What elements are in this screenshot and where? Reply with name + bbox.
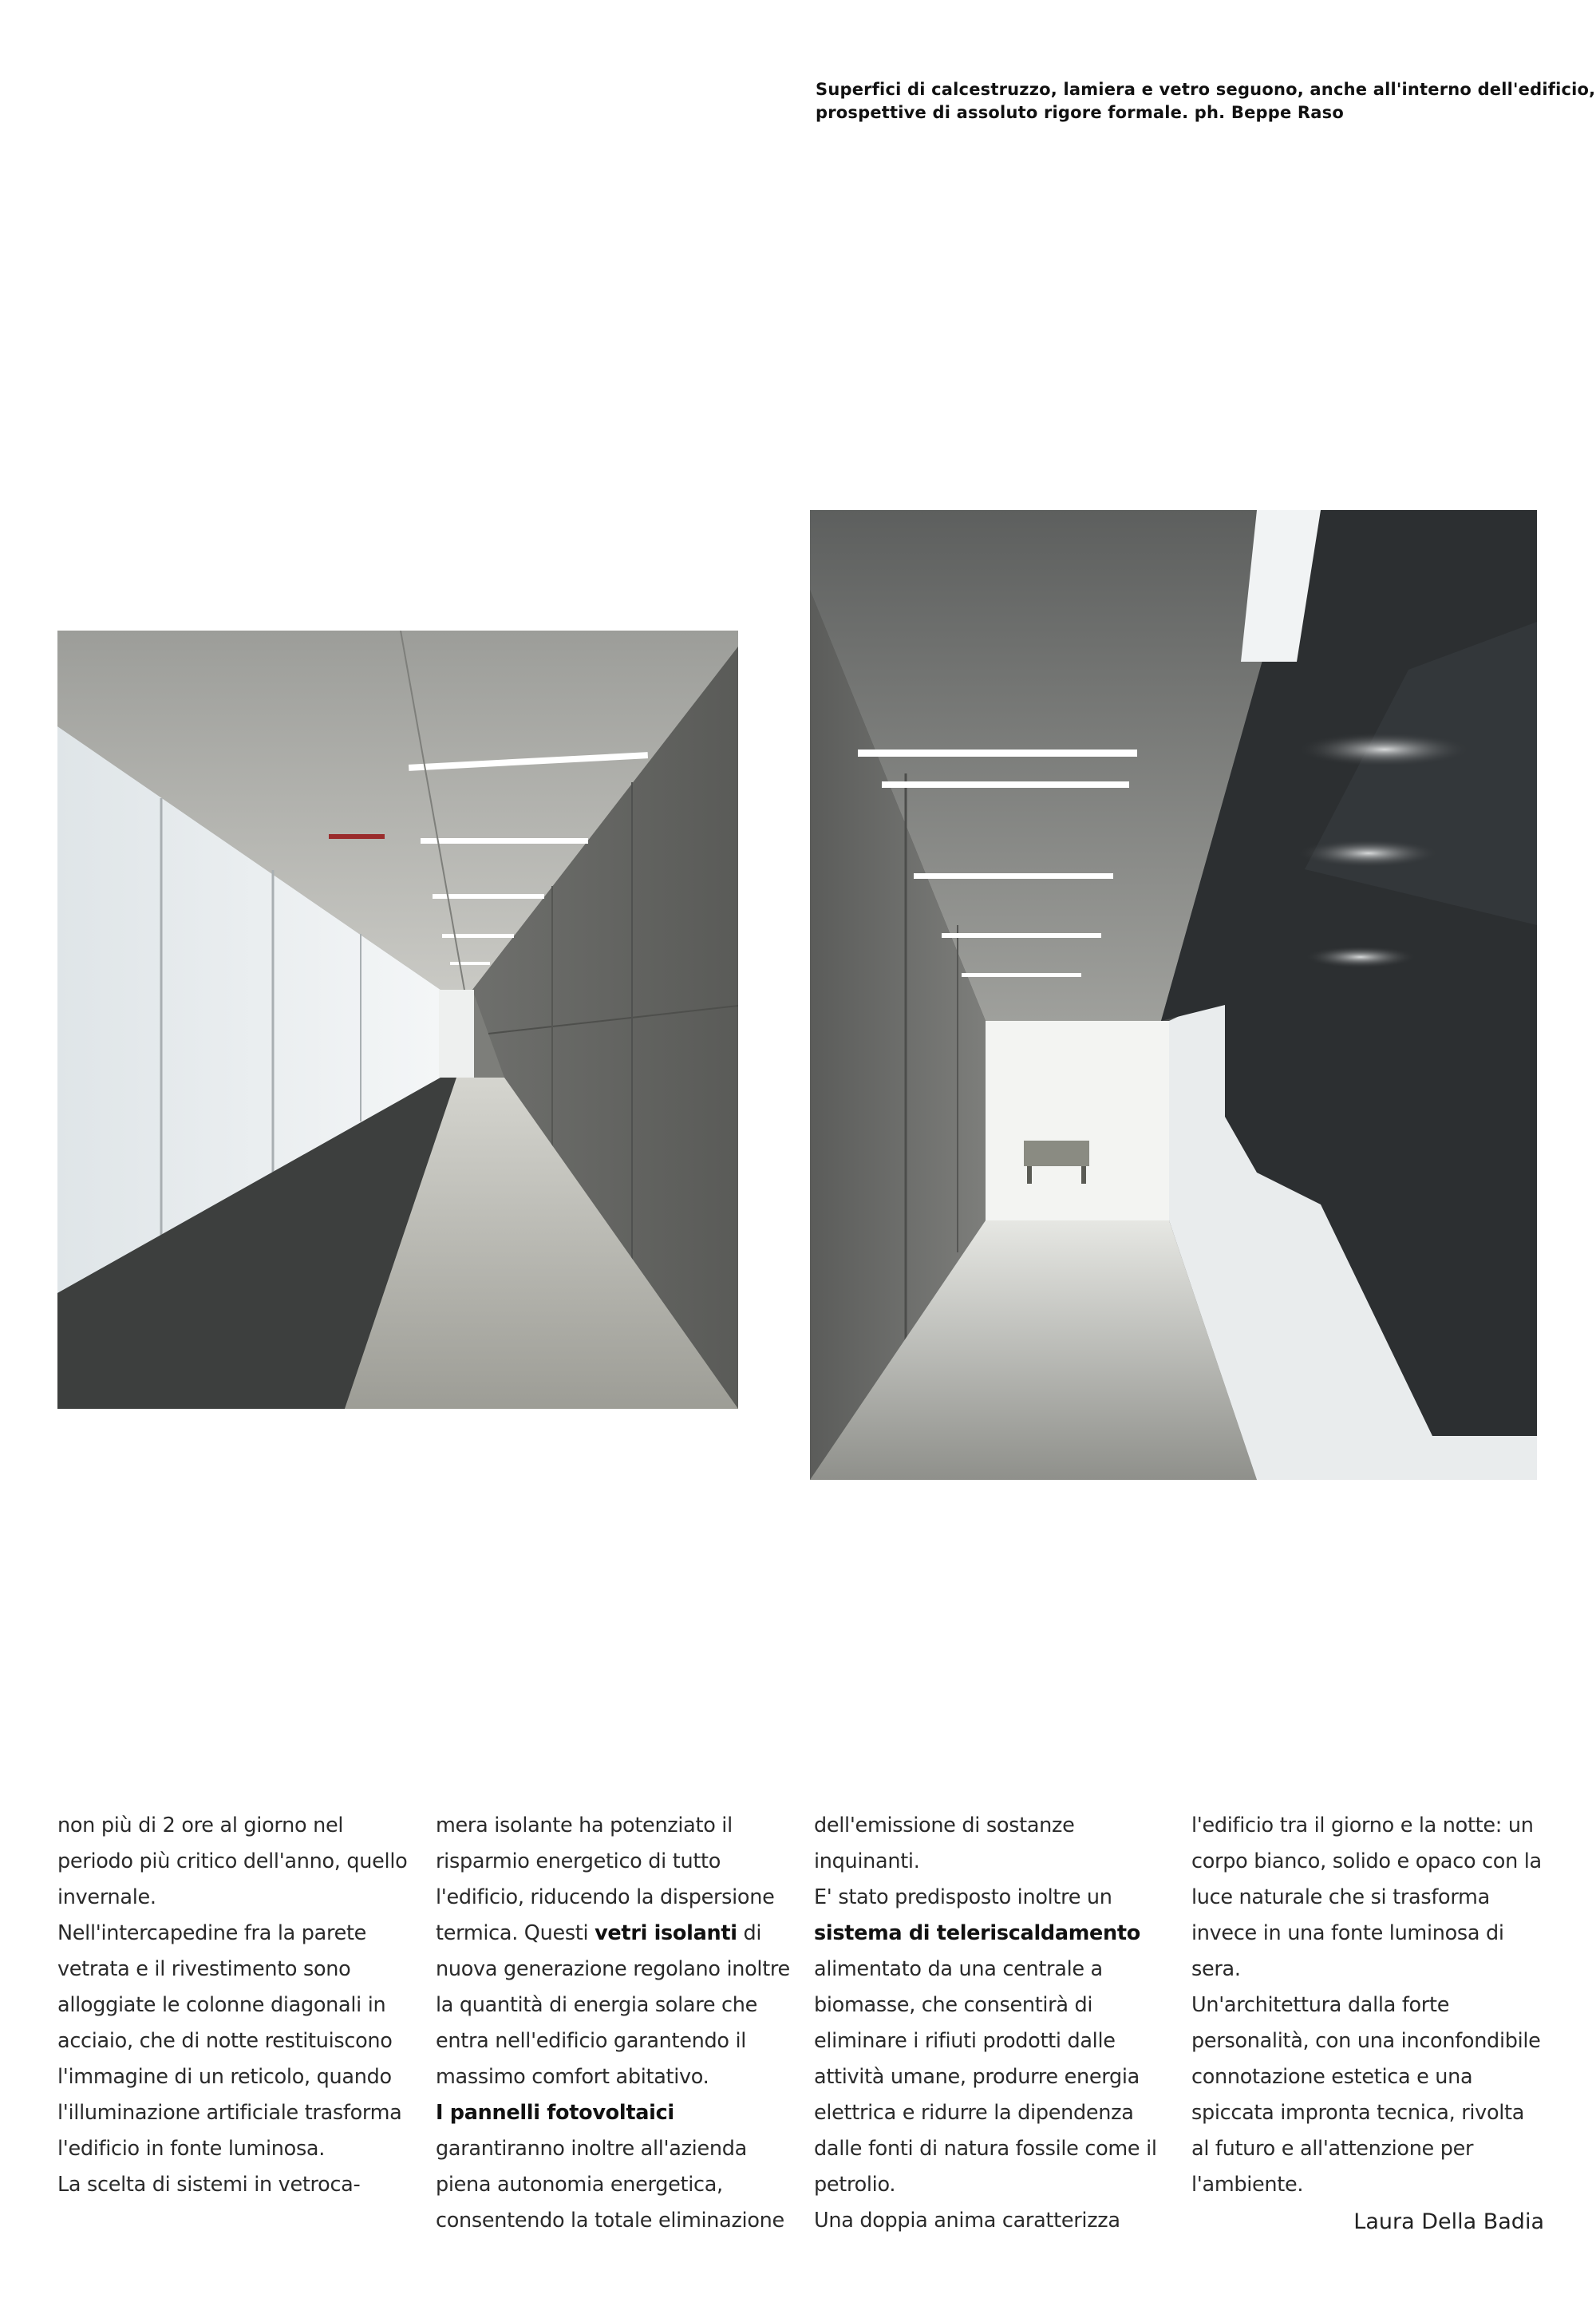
text-column-1 — [57, 1808, 413, 2203]
photo-caption — [816, 78, 1596, 125]
text-run: garantiranno inoltre all'azienda piena autonomia energetica, consentendo la totale eliminazione — [436, 2137, 784, 2233]
text-run: E' stato predisposto inoltre un — [814, 1885, 1112, 1909]
author-signature: Laura Della Badia — [1353, 2209, 1544, 2234]
photo-corridor-right — [810, 510, 1537, 1480]
paragraph: Un'architettura dalla forte personalità, con una inconfondibile connotazione estetica e una spiccata impronta tecnica, rivolta al futuro e all'attenzione per l'ambiente. — [1191, 1993, 1541, 2197]
paragraph: La scelta di sistemi in vetroca- — [57, 2173, 361, 2197]
text-run: mera isolante ha potenziato il risparmio energetico di tutto l'edificio, riducendo la dispersione termica. Questi — [436, 1814, 775, 1945]
text-run: di nuova generazione regolano inoltre la quantità di energia solare che entra nell'edificio garantendo il massimo comfort abitativo. — [436, 1921, 790, 2089]
paragraph: Nell'intercapedine fra la parete vetrata e il rivestimento sono alloggiate le colonne diagonali in acciaio, che di notte restituiscono l'immagine di un reticolo, quando l'illuminazione artificiale trasforma l'edificio in fonte luminosa. — [57, 1921, 402, 2161]
text-run: alimentato da una centrale a biomasse, che consentirà di eliminare i rifiuti prodotti dalle attività umane, produrre energia elettrica e ridurre la dipendenza dalle fonti di natura fossile come il petrolio. — [814, 1957, 1157, 2197]
text-column-3 — [814, 1808, 1169, 2239]
paragraph — [814, 1880, 1169, 2203]
bold-term: vetri isolanti — [595, 1921, 737, 1945]
text-column-2 — [436, 1808, 791, 2239]
paragraph: l'edificio tra il giorno e la notte: un corpo bianco, solido e opaco con la luce naturale che si trasforma invece in una fonte luminosa di sera. — [1191, 1814, 1542, 1981]
paragraph — [436, 1808, 791, 2095]
bold-term: sistema di teleriscaldamento — [814, 1921, 1140, 1945]
paragraph: dell'emissione di sostanze inquinanti. — [814, 1814, 1075, 1873]
paragraph: Una doppia anima caratterizza — [814, 2209, 1120, 2233]
caption-line-1: Superfici di calcestruzzo, lamiera e vetro seguono, anche all'interno dell'edificio, — [816, 80, 1596, 99]
paragraph — [436, 2095, 791, 2239]
paragraph: non più di 2 ore al giorno nel periodo più critico dell'anno, quello invernale. — [57, 1814, 408, 1909]
text-column-4 — [1191, 1808, 1543, 2203]
bold-term: I pannelli fotovoltaici — [436, 2101, 674, 2125]
caption-line-2: prospettive di assoluto rigore formale. ph. Beppe Raso — [816, 103, 1345, 122]
photo-corridor-left — [57, 631, 738, 1409]
